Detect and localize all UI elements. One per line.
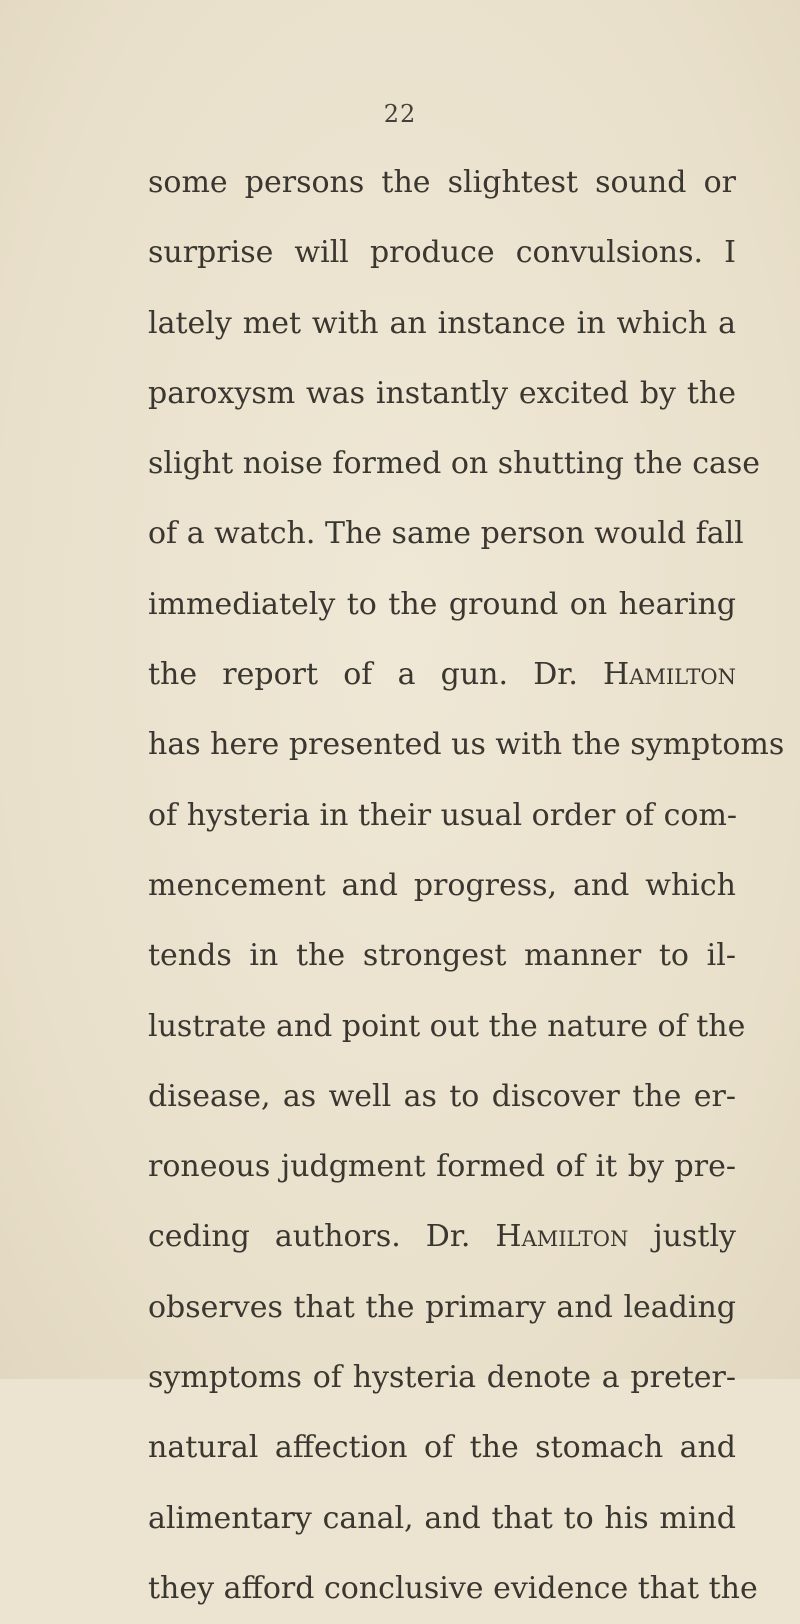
text-line: symptoms of hysteria denote a preter- xyxy=(148,1360,736,1396)
text-line: of a watch. The same person would fall xyxy=(148,516,744,552)
text-line: surprise will produce convulsions. I xyxy=(148,235,736,271)
text-line: the report of a gun. Dr. Hamilton xyxy=(148,657,736,693)
text-line: of hysteria in their usual order of com- xyxy=(148,797,738,833)
text-line: alimentary canal, and that to his mind xyxy=(148,1500,736,1536)
author-name: Hamilton xyxy=(495,1219,629,1255)
page-number: 22 xyxy=(383,100,417,128)
text-line: immediately to the ground on hearing xyxy=(148,586,736,622)
text-line: lustrate and point out the nature of the xyxy=(148,1008,746,1044)
text-line: roneous judgment formed of it by pre- xyxy=(148,1149,736,1185)
text-line: mencement and progress, and which xyxy=(148,867,736,903)
text-line: ceding authors. Dr. Hamilton justly xyxy=(148,1219,737,1255)
text-line: natural affection of the stomach and xyxy=(148,1430,736,1466)
text-line: tends in the strongest manner to il- xyxy=(148,938,736,974)
text-line: paroxysm was instantly excited by the xyxy=(148,375,736,411)
text-line: disease, as well as to discover the er- xyxy=(148,1078,736,1114)
text-line: some persons the slightest sound or xyxy=(148,165,736,200)
text-line: observes that the primary and leading xyxy=(148,1289,736,1325)
text-line: they afford conclusive evidence that the xyxy=(148,1570,758,1606)
text-line: slight noise formed on shutting the case xyxy=(148,446,761,482)
text-line: lately met with an instance in which a xyxy=(148,305,736,341)
text-line: has here presented us with the symptoms xyxy=(148,727,785,763)
author-name: Hamilton xyxy=(603,657,736,693)
body-text xyxy=(148,148,785,1624)
